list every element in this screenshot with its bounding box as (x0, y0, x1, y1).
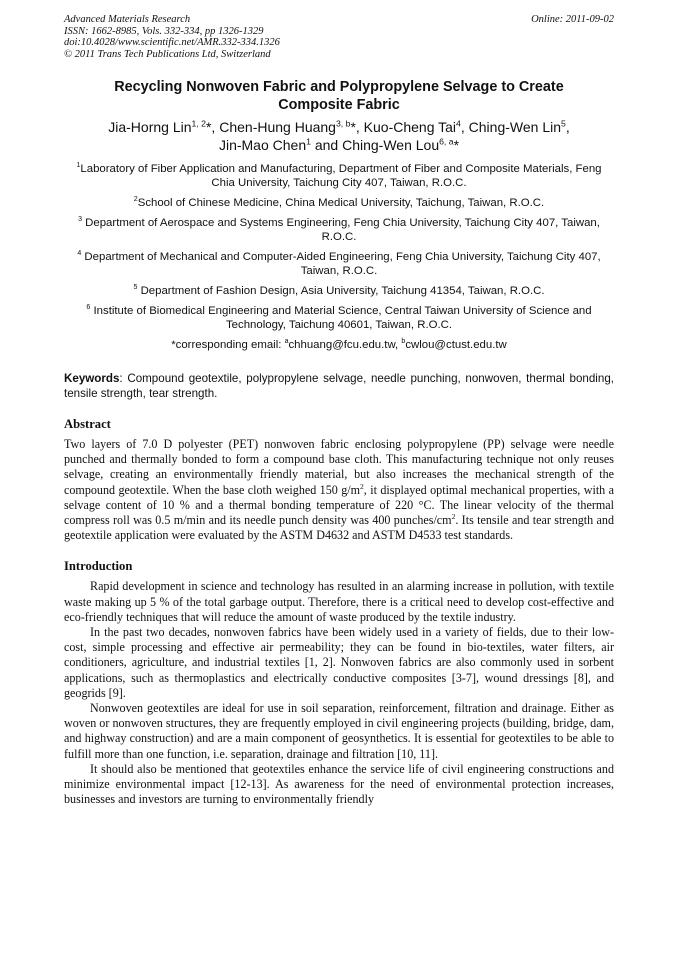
author-separator: *, (350, 119, 364, 135)
email-link-a[interactable]: chhuang@fcu.edu.tw (288, 339, 396, 351)
affiliation-text: Department of Mechanical and Computer-Aided Engineering, Feng Chia University, Taichung City 407, Taiwan, R.O.C. (81, 251, 601, 277)
issn-line: ISSN: 1662-8985, Vols. 332-334, pp 1326-1329 (64, 25, 264, 37)
author-separator: * (453, 137, 460, 153)
author-separator: , (460, 119, 469, 135)
author-affil-sup: 6, a (439, 136, 454, 147)
abstract-text (64, 437, 614, 543)
author-affil-sup: 5 (561, 118, 566, 129)
affiliation-number: 1 (76, 162, 81, 170)
copyright-line: © 2011 Trans Tech Publications Ltd, Switzerland (64, 48, 271, 60)
abstract-part: Two layers of 7.0 D polyester (PET) nonwoven fabric enclosing polypropylene (PP) selvage were needle punched and thermally bonded to form a compound base cloth. This manufacturing technique not only reuses selvage, creating an environmentally friendly material, but also increases the mechanical strength of the compound geotextile. When the base cloth weighed 150 g/m (64, 437, 614, 497)
intro-paragraph-3: Nonwoven geotextiles are ideal for use in soil separation, reinforcement, filtration and drainage. Either as woven or nonwoven structures, they are frequently employed in civil engineering projects (building, bridge, dam, and highway construction) and are a main component of geosynthetics. It is essential for geotextiles to be able to fulfill more than one function, i.e. separation, drainage and filtration [10, 11]. (64, 701, 614, 761)
abstract-part: . Its tensile and tear strength and geotextile application were evaluated by the ASTM D4632 and ASTM D4533 test standards. (64, 513, 614, 543)
affiliation-5 (64, 284, 614, 298)
affiliation-1 (64, 162, 614, 190)
affiliation-3 (64, 216, 614, 244)
email-link-b[interactable]: cwlou@ctust.edu.tw (405, 339, 507, 351)
paper-title: Recycling Nonwoven Fabric and Polypropylene Selvage to Create Composite Fabric (114, 79, 564, 113)
running-header (64, 14, 614, 60)
keywords (64, 372, 614, 401)
journal-name: Advanced Materials Research (64, 14, 191, 25)
author-name: Chen-Hung Huang (219, 119, 336, 135)
author-separator: , (565, 119, 570, 135)
affiliation-number: 4 (77, 250, 82, 258)
intro-paragraph-4: It should also be mentioned that geotextiles enhance the service life of civil engineering constructions and minimize environmental impact [12-13]. As awareness for the need of environmental protection increases, businesses and investors are turning to environmentally friendly (64, 761, 614, 807)
email-sup-a: a (284, 338, 289, 346)
publication-info (64, 14, 280, 60)
abstract-superscript: 2 (360, 481, 364, 491)
author-separator: and (310, 137, 343, 153)
affiliation-number: 5 (133, 284, 138, 292)
doi-line[interactable]: doi:10.4028/www.scientific.net/AMR.332-334.1326 (64, 37, 280, 48)
keywords-label: Keywords (64, 372, 120, 385)
affiliation-text: Laboratory of Fiber Application and Manufacturing, Department of Fiber and Composite Materials, Feng Chia University, Taichung City 407, Taiwan, R.O.C. (80, 163, 602, 189)
affiliation-number: 2 (133, 196, 138, 204)
author-affil-sup: 1, 2 (191, 118, 206, 129)
author-affil-sup: 4 (456, 118, 461, 129)
author-affil-sup: 1 (306, 136, 311, 147)
author-separator: *, (205, 119, 220, 135)
abstract-superscript: 2 (451, 511, 456, 521)
affiliation-6 (64, 304, 614, 332)
author-affil-sup: 3, b (335, 118, 351, 129)
author-name: Jia-Horng Lin (108, 119, 192, 135)
introduction-heading: Introduction (64, 559, 133, 574)
affiliation-4 (64, 250, 614, 278)
affiliation-text: Institute of Biomedical Engineering and Material Science, Central Taiwan University of Science and Technology, Taichung 40601, Taiwan, R.O.C. (90, 305, 592, 331)
affiliation-text: School of Chinese Medicine, China Medical University, Taichung, Taiwan, R.O.C. (137, 197, 545, 209)
affiliation-text: Department of Aerospace and Systems Engineering, Feng Chia University, Taichung City 407, Taiwan, R.O.C. (82, 217, 600, 243)
affiliation-number: 6 (86, 304, 91, 312)
corresponding-email (64, 338, 614, 352)
author-name: Ching-Wen Lin (468, 119, 562, 135)
author-name: Jin-Mao Chen (218, 137, 307, 153)
affiliation-text: Department of Fashion Design, Asia University, Taichung 41354, Taiwan, R.O.C. (137, 285, 545, 297)
intro-paragraph-2: In the past two decades, nonwoven fabrics have been widely used in a variety of fields, due to their low-cost, simple processing and effective air permeability; they can be found in bio-textiles, water filters, air conditioners, agriculture, and industrial textiles [1, 2]. Nonwoven fabrics are also commonly used in sorbent applications, such as thermoplastics and electrically conductive composites [3-7], wound dressings [8], and geogrids [9]. (64, 625, 614, 700)
abstract-heading: Abstract (64, 417, 111, 431)
abstract-part: , it displayed optimal mechanical properties, with a selvage content of 10 % and a thermal bonding temperature of 220 °C. The linear velocity of the thermal compress roll was 0.5 m/min and its needle punch density was 400 punches/cm (64, 482, 614, 528)
intro-paragraph-1: Rapid development in science and technology has resulted in an alarming increase in pollution, with textile waste making up 5 % of the total garbage output. Therefore, there is a critical need to develop cost-effective and eco-friendly techniques that will reduce the amount of waste produced by the textile industry. (64, 579, 614, 624)
email-separator: , (395, 339, 402, 351)
email-sup-b: b (401, 338, 406, 346)
online-date: Online: 2011-09-02 (531, 14, 614, 25)
keywords-text: : Compound geotextile, polypropylene selvage, needle punching, nonwoven, thermal bonding, tensile strength, tear strength. (64, 372, 614, 400)
author-name: Kuo-Cheng Tai (363, 119, 457, 135)
email-prefix: *corresponding email: (171, 339, 285, 351)
affiliation-2 (64, 196, 614, 210)
author-list (64, 118, 614, 154)
author-name: Ching-Wen Lou (342, 137, 440, 153)
affiliation-number: 3 (78, 216, 82, 224)
